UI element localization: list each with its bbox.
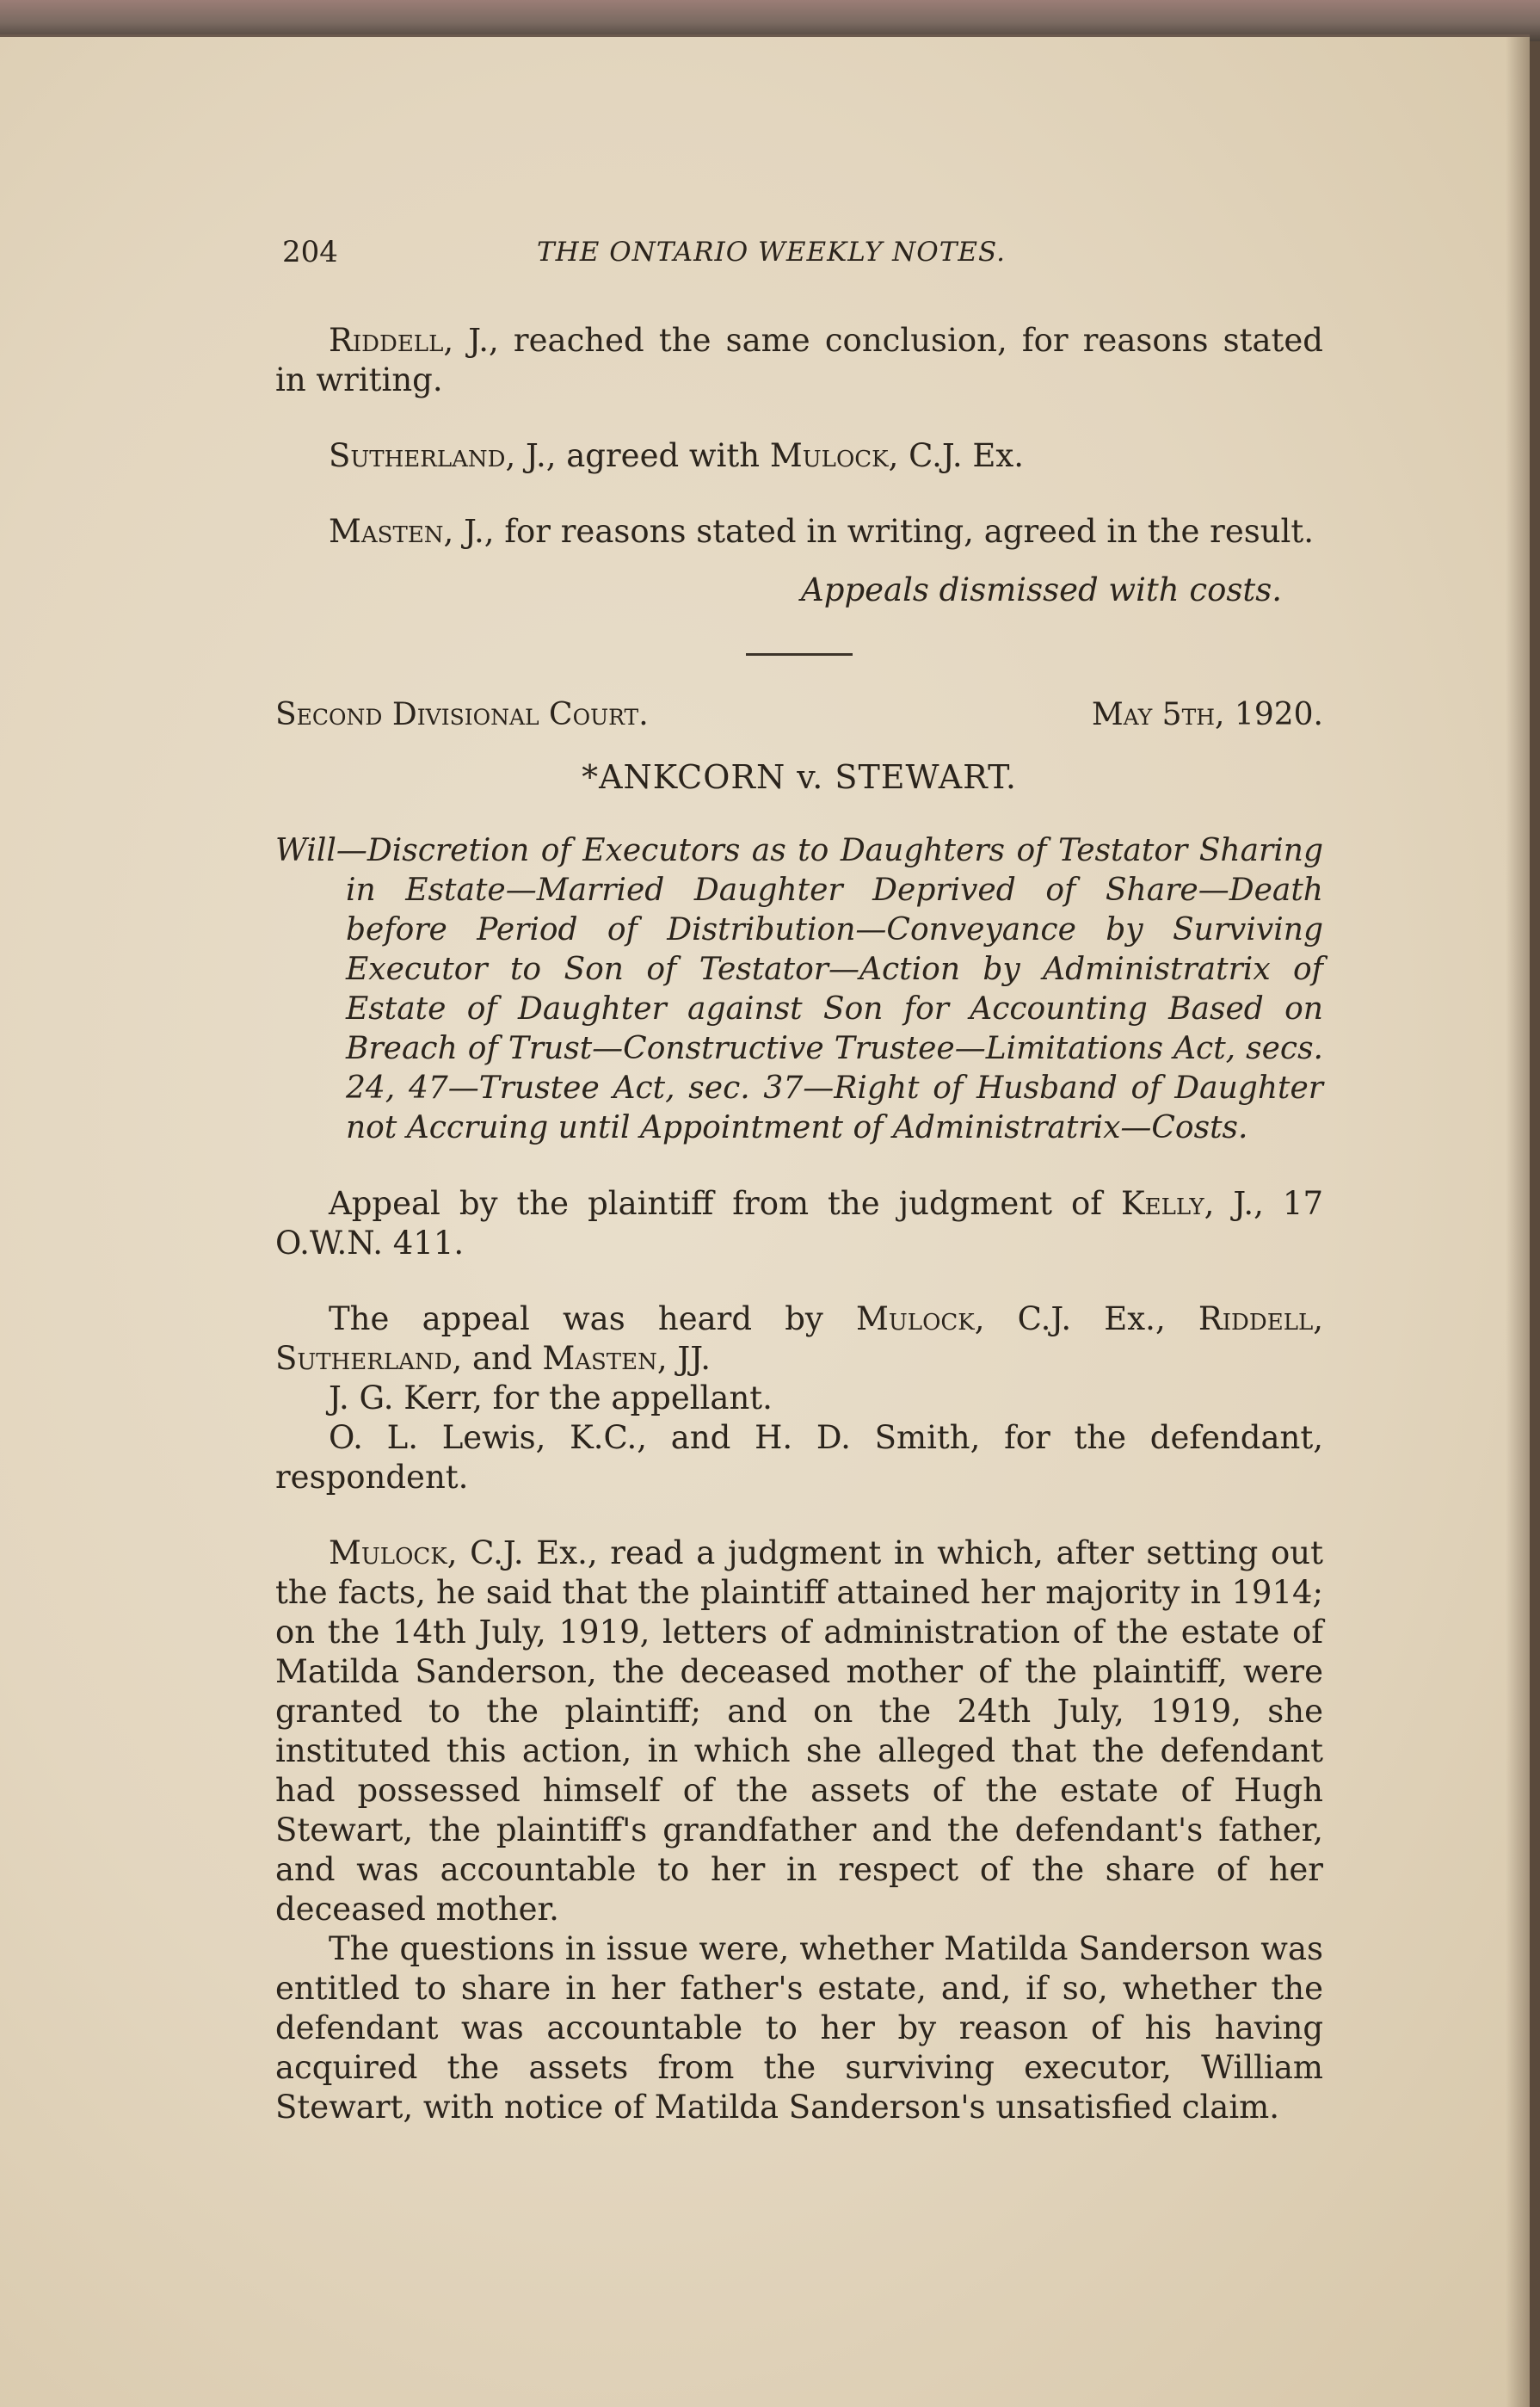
judge-name: Mulock — [329, 1534, 447, 1571]
paragraph-text: , J., agreed with — [505, 437, 770, 474]
masten-paragraph — [275, 512, 1323, 552]
judge-name: Sutherland — [275, 1340, 453, 1377]
paragraph-text: Appeal by the plaintiff from the judgment of — [329, 1185, 1121, 1222]
judge-name: Sutherland — [329, 437, 506, 474]
paragraph-text: , C.J. Ex. — [888, 437, 1024, 474]
appeal-paragraph — [275, 1184, 1323, 1263]
paragraph-text: , and — [452, 1340, 543, 1377]
riddell-paragraph — [275, 321, 1323, 400]
book-page — [0, 34, 1530, 2407]
paragraph-text: , J., for reasons stated in writing, agreed in the result. — [443, 513, 1315, 550]
judge-name: Riddell — [329, 322, 444, 359]
judge-name: Kelly — [1121, 1185, 1204, 1222]
judgment-paragraph-2: The questions in issue were, whether Matilda Sanderson was entitled to share in her father's estate, and, if so, whether the defendant was accountable to her by reason of his having acquired the assets from the surviving executor, William Stewart, with notice of Matilda Sanderson's unsatisfied claim. — [275, 1930, 1323, 2126]
sutherland-paragraph — [275, 436, 1323, 476]
judge-name: Mulock — [769, 437, 889, 474]
decision-date: May 5th, 1920. — [1091, 697, 1323, 732]
disposition: Appeals dismissed with costs. — [801, 571, 1282, 608]
text-column — [275, 321, 1323, 2127]
page-number: 204 — [282, 235, 338, 269]
counsel-appellant: J. G. Kerr, for the appellant. — [329, 1379, 773, 1416]
paragraph-text: , J., 17 O.W.N. 411. — [275, 1185, 1323, 1262]
case-name: *ANKCORN v. STEWART. — [582, 758, 1017, 796]
journal-title: THE ONTARIO WEEKLY NOTES. — [537, 237, 1006, 268]
judge-name: Masten — [542, 1340, 657, 1377]
judge-name: Riddell — [1198, 1300, 1314, 1337]
running-head — [282, 235, 1323, 278]
headnote: Will—Discretion of Executors as to Daughters of Testator Sharing in Estate—Married Daughter Deprived of Share—Death before Period of Distribution—Conveyance by Surviving Executor to Son of Testator—Action by Administratrix of Estate of Daughter against Son for Accounting Based on Breach of Trust—Constructive Trustee—Limitations Act, secs. 24, 47—Trustee Act, sec. 37—Right of Husband of Daughter not Accruing until Appointment of Administratrix—Costs. — [275, 833, 1323, 1145]
counsel-respondent: O. L. Lewis, K.C., and H. D. Smith, for the defendant, respondent. — [275, 1419, 1323, 1496]
paragraph-text: , C.J. Ex., read a judgment in which, after setting out the facts, he said that the plaintiff attained her majority in 1914; on the 14th July, 1919, letters of administration of the estate of Matilda Sanderson, the deceased mother of the plaintiff, were granted to the plaintiff; and on the 24th July, 1919, she instituted this action, in which she alleged that the defendant had possessed himself of the assets of the estate of Hugh Stewart, the plaintiff's grandfather and the defendant's father, and was accountable to her in respect of the share of her deceased mother. — [275, 1534, 1323, 1928]
paragraph-text: , J., reached the same conclusion, for reasons stated in writing. — [275, 322, 1323, 398]
judgment-paragraph — [275, 1534, 1323, 1929]
paragraph-text: , JJ. — [656, 1340, 711, 1377]
judge-name: Mulock — [856, 1300, 975, 1337]
paragraph-text: , C.J. Ex., — [974, 1300, 1198, 1337]
paragraph-text: The appeal was heard by — [329, 1300, 856, 1337]
court-name: Second Divisional Court. — [275, 697, 649, 732]
judge-name: Masten — [329, 513, 444, 550]
section-divider — [746, 653, 853, 656]
heard-paragraph — [275, 1299, 1323, 1379]
paragraph-text: , — [1313, 1300, 1323, 1337]
court-line — [275, 695, 1323, 735]
